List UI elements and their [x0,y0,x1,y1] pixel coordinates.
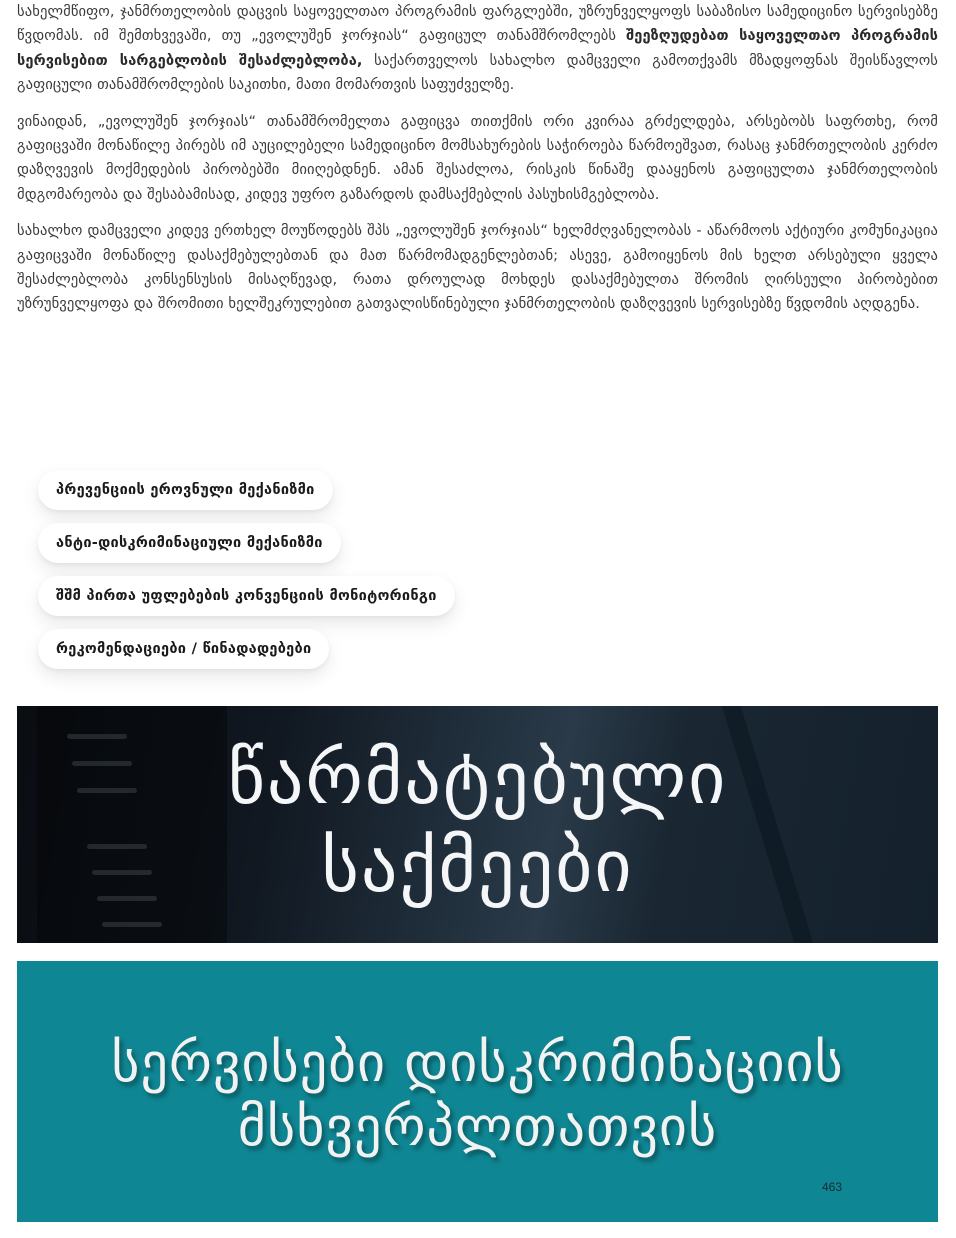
paragraph-1-bold-text: შეეზღუდებათ საყოველთაო პროგრამის სერვისებით სარგებლობის შესაძლებლობა, [17,27,938,69]
paragraph-1-text-end: საქართველოს სახალხო დამცველი გამოთქვამს მზადყოფნას შეისწავლოს გაფიცული თანამშრომლების საკითხი, მათი მომართვის საფუძველზე. [17,51,938,94]
discrimination-services-title-line1: სერვისები დისკრიმინაციის [111,1031,844,1094]
disability-convention-monitoring-button[interactable]: შშმ პირთა უფლებების კონვენციის მონიტორინგი [38,576,455,616]
recommendations-button[interactable]: რეკომენდაციები / წინადადებები [38,629,329,669]
page-number: 463 [822,1180,843,1194]
anti-discrimination-mechanism-button[interactable]: ანტი-დისკრიმინაციული მექანიზმი [38,523,341,563]
paragraph-2: ვინაიდან, „ევოლუშენ ჯორჯიას“ თანამშრომელთა გაფიცვა თითქმის ორი კვირაა გრძელდება, არსებობს საფრთხე, რომ გაფიცვაში მონაწილე პირებს იმ აუცილებელი სამედიცინო მომსახურების საჭიროება წარმოეშვათ, რასაც ჯანმრთელობის კერძო დაზღვევის მოქმედების პირობებში მიიღებდნენ. ამან შესაძლოა, რისკის წინაშე დააყენოს გაფიცულთა ჯანმრთელობის მდგომარეობა და შესაბამისად, კიდევ უფრო გაზარდოს დამსაქმებლის პასუხისმგებლობა. [17,112,938,203]
discrimination-victims-services-banner[interactable] [17,961,938,1222]
paragraph-3: სახალხო დამცველი კიდევ ერთხელ მოუწოდებს შპს „ევოლუშენ ჯორჯიას“ ხელმძღვანელობას - აწარმოოს აქტიური კომუნიკაცია გაფიცვაში მონაწილე დასაქმებულებთან და მათ წარმომადგენლებთან; ასევე, გამოიყენოს მის ხელთ არსებული ყველა შესაძლებლობა კონსენსუსის მისაღწევად, რათა დროულად მოხდეს დასაქმებულთა შრომის ღირსეული პირობებით უზრუნველყოფა და შრომითი ხელშეკრულებით გათვალისწინებული ჯანმრთელობის დაზღვევის სერვისებზე წვდომის აღდგენა. [17,222,938,313]
paragraph-1-text-start: სახელმწიფო, ჯანმრთელობის დაცვის საყოველთაო პროგრამის ფარგლებში, უზრუნველყოფს საბაზისო სამედიცინო სერვისებზე წვდომას. იმ შემთხვევაში, თუ „ევოლუშენ ჯორჯიას“ გაფიცულ თანამშრომლებს [17,3,938,45]
best-practices-title [17,734,938,910]
paragraph-1 [17,0,938,98]
related-links-list [38,470,455,682]
best-practices-title-line2: საქმეები [321,824,634,908]
preventive-mechanism-button[interactable]: პრევენციის ეროვნული მექანიზმი [38,470,333,510]
best-practices-title-line1: წარმატებული [227,736,728,820]
best-practices-banner[interactable] [17,706,938,943]
discrimination-services-title [17,1031,938,1159]
banner-background-detail [102,922,162,927]
article-body [17,0,938,329]
discrimination-services-title-line2: მსხვერპლთათვის [237,1095,718,1158]
